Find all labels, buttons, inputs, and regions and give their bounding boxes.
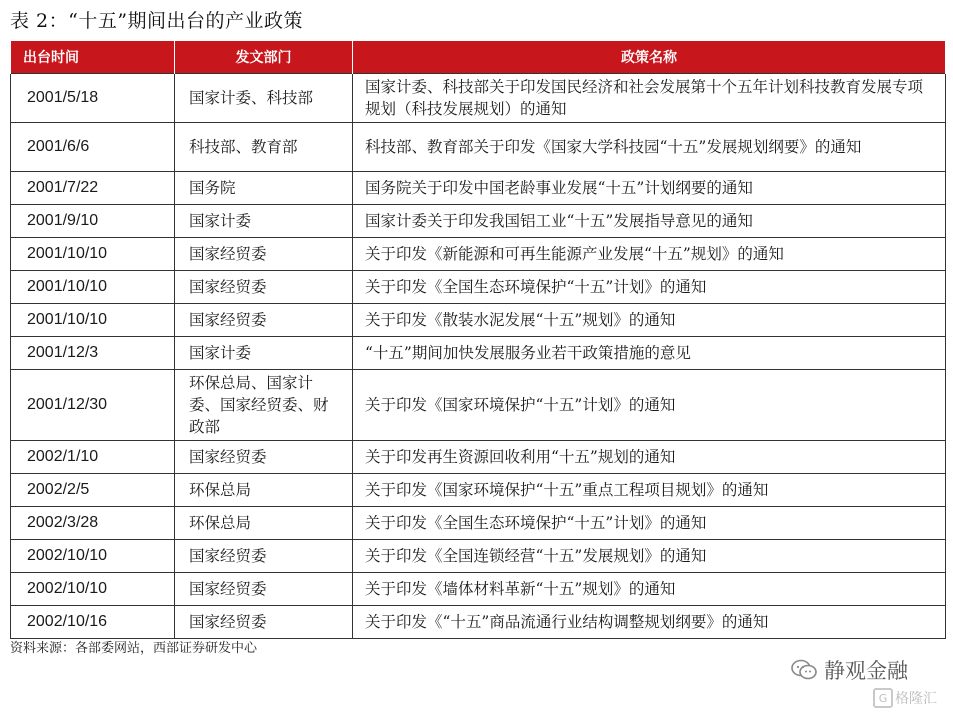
cell-department: 科技部、教育部 [175,123,353,172]
cell-date: 2001/10/10 [11,238,175,271]
cell-department: 国家经贸委 [175,238,353,271]
cell-date: 2002/1/10 [11,441,175,474]
brand-text: 格隆汇 [895,691,937,707]
table-row [11,337,946,370]
source-note: 资料来源：各部委网站，西部证券研发中心 [10,641,258,656]
policy-table-container [10,41,945,639]
cell-department: 环保总局、国家计委、国家经贸委、财政部 [175,370,353,441]
cell-policy-name: “十五”期间加快发展服务业若干政策措施的意见 [353,337,946,370]
cell-policy-name: 关于印发《国家环境保护“十五”重点工程项目规划》的通知 [353,474,946,507]
cell-department: 国家经贸委 [175,573,353,606]
table-row [11,205,946,238]
cell-date: 2001/6/6 [11,123,175,172]
table-row [11,540,946,573]
cell-policy-name: 关于印发《全国生态环境保护“十五”计划》的通知 [353,507,946,540]
cell-date: 2002/10/10 [11,540,175,573]
cell-department: 国家计委、科技部 [175,74,353,123]
table-row [11,74,946,123]
watermark-text: 静观金融 [824,659,908,683]
header-date: 出台时间 [11,41,175,74]
cell-department: 环保总局 [175,474,353,507]
table-title: 表 2：“十五”期间出台的产业政策 [10,10,304,32]
table-row [11,238,946,271]
cell-department: 国家经贸委 [175,606,353,639]
cell-policy-name: 关于印发《“十五”商品流通行业结构调整规划纲要》的通知 [353,606,946,639]
cell-policy-name: 关于印发《散装水泥发展“十五”规划》的通知 [353,304,946,337]
cell-policy-name: 关于印发《墙体材料革新“十五”规划》的通知 [353,573,946,606]
cell-date: 2001/12/30 [11,370,175,441]
cell-policy-name: 关于印发《新能源和可再生能源产业发展“十五”规划》的通知 [353,238,946,271]
table-row [11,370,946,441]
cell-department: 国家经贸委 [175,304,353,337]
cell-date: 2001/12/3 [11,337,175,370]
table-row [11,172,946,205]
cell-date: 2001/9/10 [11,205,175,238]
cell-department: 环保总局 [175,507,353,540]
cell-date: 2001/10/10 [11,271,175,304]
cell-policy-name: 关于印发再生资源回收利用“十五”规划的通知 [353,441,946,474]
gelonghui-logo-icon: G [873,688,893,708]
table-row [11,271,946,304]
table-row [11,474,946,507]
cell-date: 2002/10/10 [11,573,175,606]
cell-department: 国家经贸委 [175,540,353,573]
cell-department: 国务院 [175,172,353,205]
policy-table [10,41,946,639]
table-row [11,507,946,540]
header-policy-name: 政策名称 [353,41,946,74]
cell-date: 2002/2/5 [11,474,175,507]
cell-policy-name: 国务院关于印发中国老龄事业发展“十五”计划纲要的通知 [353,172,946,205]
table-row [11,606,946,639]
brand-mark [873,688,937,708]
cell-date: 2001/5/18 [11,74,175,123]
cell-policy-name: 国家计委关于印发我国铝工业“十五”发展指导意见的通知 [353,205,946,238]
cell-department: 国家经贸委 [175,441,353,474]
cell-department: 国家计委 [175,337,353,370]
watermark [790,655,908,685]
cell-policy-name: 关于印发《全国生态环境保护“十五”计划》的通知 [353,271,946,304]
cell-department: 国家经贸委 [175,271,353,304]
table-header-row [11,41,946,74]
cell-policy-name: 关于印发《国家环境保护“十五”计划》的通知 [353,370,946,441]
cell-policy-name: 国家计委、科技部关于印发国民经济和社会发展第十个五年计划科技教育发展专项规划（科技发展规划）的通知 [353,74,946,123]
cell-department: 国家计委 [175,205,353,238]
table-row [11,304,946,337]
wechat-icon [790,659,818,681]
table-row [11,123,946,172]
cell-date: 2001/10/10 [11,304,175,337]
cell-date: 2002/3/28 [11,507,175,540]
cell-date: 2002/10/16 [11,606,175,639]
cell-policy-name: 科技部、教育部关于印发《国家大学科技园“十五”发展规划纲要》的通知 [353,123,946,172]
cell-policy-name: 关于印发《全国连锁经营“十五”发展规划》的通知 [353,540,946,573]
table-row [11,441,946,474]
cell-date: 2001/7/22 [11,172,175,205]
table-row [11,573,946,606]
header-department: 发文部门 [175,41,353,74]
